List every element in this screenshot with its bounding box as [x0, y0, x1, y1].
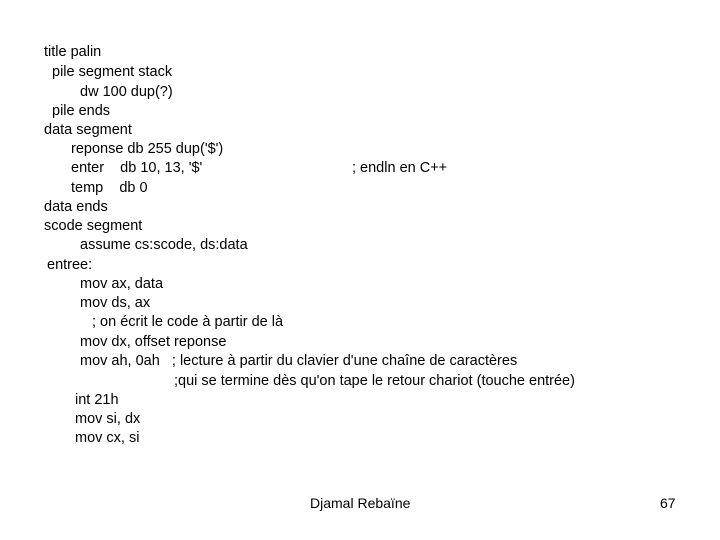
code-label: entree:	[47, 257, 93, 273]
code-comment: ; on écrit le code à partir de là	[92, 314, 284, 330]
footer-author: Djamal Rebaïne	[310, 495, 411, 511]
code-line: pile segment stack	[52, 64, 173, 80]
code-line: pile ends	[52, 103, 111, 119]
code-line: data ends	[44, 199, 108, 215]
code-line: mov ah, 0ah ; lecture à partir du clavier d'une chaîne de caractères	[80, 353, 518, 369]
code-line: data segment	[44, 122, 132, 138]
code-comment: ; endln en C++	[352, 160, 448, 176]
code-line: temp db 0	[71, 180, 148, 196]
code-line: assume cs:scode, ds:data	[80, 237, 248, 253]
code-line: mov ds, ax	[80, 295, 151, 311]
code-line: reponse db 255 dup('$')	[71, 141, 224, 157]
code-line: dw 100 dup(?)	[80, 84, 173, 100]
code-line: enter db 10, 13, '$'	[71, 160, 203, 176]
code-line: mov si, dx	[75, 411, 141, 427]
code-line: int 21h	[75, 392, 119, 408]
code-comment: ;qui se termine dès qu'on tape le retour chariot (touche entrée)	[174, 373, 575, 389]
code-line: mov cx, si	[75, 430, 140, 446]
code-line: title palin	[44, 44, 102, 60]
code-line: mov dx, offset reponse	[80, 334, 227, 350]
page-number: 67	[660, 495, 676, 511]
code-line: scode segment	[44, 218, 143, 234]
code-line: mov ax, data	[80, 276, 164, 292]
